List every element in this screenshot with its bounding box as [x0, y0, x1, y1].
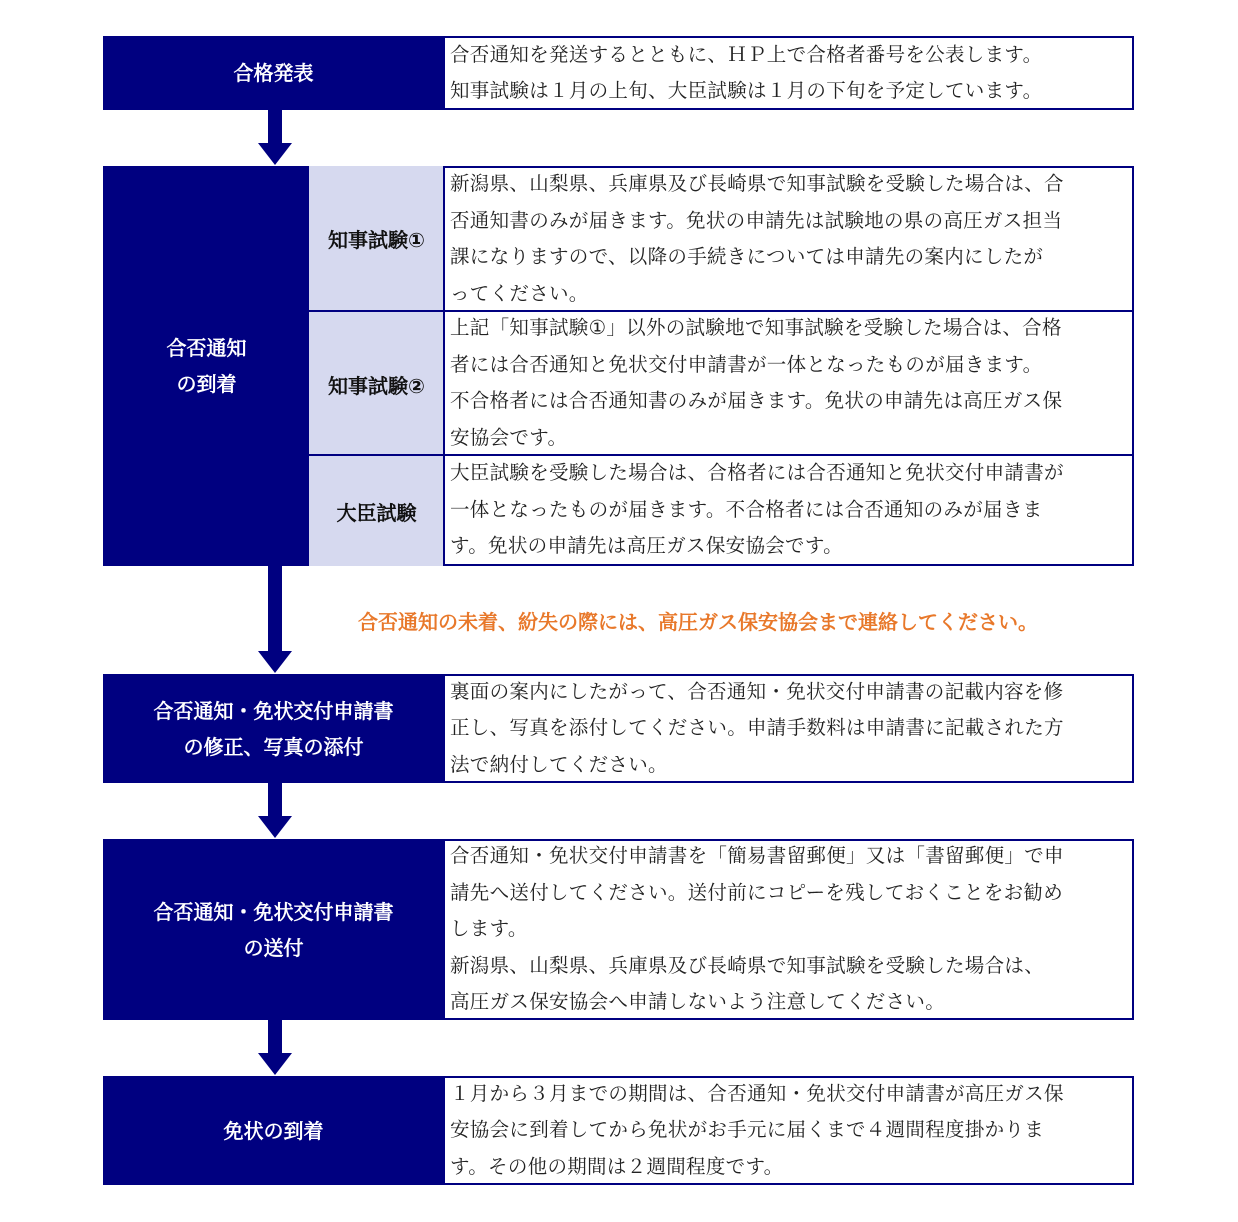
step-arrival-title: 合否通知 の到着	[166, 336, 247, 396]
step-fix-title: 合否通知・免状交付申請書 の修正、写真の添付	[153, 698, 394, 759]
flow-arrow-shaft-3	[268, 783, 282, 817]
arrival-row-2-label	[309, 310, 444, 456]
arrival-row-3-label-text: 大臣試験	[336, 500, 417, 525]
step-send-desc	[443, 839, 1134, 1020]
arrival-row-3-label	[309, 454, 444, 566]
flow-arrow-shaft-1	[268, 110, 282, 144]
arrival-row-2-desc	[443, 310, 1134, 456]
step-license-header	[103, 1076, 444, 1185]
flow-arrow-shaft-2	[268, 566, 282, 652]
step-announce-desc	[443, 36, 1134, 110]
step-fix-header	[103, 674, 444, 783]
flow-arrow-head-4	[258, 1053, 292, 1075]
step-announce-text: 合否通知を発送するとともに、ＨＰ上で合格者番号を公表します。 知事試験は１月の上旬、大臣試験は１月の下旬を予定しています。	[450, 42, 1043, 102]
arrival-row-3-text: 大臣試験を受験した場合は、合格者には合否通知と免状交付申請書が 一体となったものが届きます。不合格者には合否通知のみが届きま す。免状の申請先は高圧ガス保安協会です。	[450, 461, 1064, 558]
flow-arrow-head-3	[258, 816, 292, 838]
flow-arrow-head-2	[258, 651, 292, 673]
arrival-row-1-label	[309, 166, 444, 311]
arrival-row-2-text: 上記「知事試験①」以外の試験地で知事試験を受験した場合は、合格 者には合否通知と免状交付申請書が一体となったものが届きます。 不合格者には合否通知書のみが届きます。免状の申請先は高圧ガス保 安協会です。	[450, 316, 1063, 449]
step-send-header	[103, 839, 444, 1020]
step-fix-desc	[443, 674, 1134, 783]
arrival-row-1-label-text: 知事試験①	[328, 228, 425, 252]
lost-notice: 合否通知の未着、紛失の際には、高圧ガス保安協会まで連絡してください。	[358, 610, 1038, 634]
step-license-text: １月から３月までの期間は、合否通知・免状交付申請書が高圧ガス保 安協会に到着してから免状がお手元に届くまで４週間程度掛かりま す。その他の期間は２週間程度です。	[450, 1081, 1064, 1178]
arrival-row-3-desc	[443, 454, 1134, 566]
step-fix-text: 裏面の案内にしたがって、合否通知・免状交付申請書の記載内容を修 正し、写真を添付してください。申請手数料は申請書に記載された方 法で納付してください。	[450, 679, 1064, 776]
arrival-row-2-label-text: 知事試験②	[328, 373, 425, 398]
step-announce-header	[103, 36, 444, 110]
arrival-row-1-desc	[443, 166, 1134, 312]
step-license-desc	[443, 1076, 1134, 1185]
flow-arrow-head-1	[258, 143, 292, 165]
arrival-row-1-text: 新潟県、山梨県、兵庫県及び長崎県で知事試験を受験した場合は、合 否通知書のみが届きます。免状の申請先は試験地の県の高圧ガス担当 課になりますので、以降の手続きについては申請先の案内にしたが ってください。	[450, 172, 1064, 305]
step-send-text: 合否通知・免状交付申請書を「簡易書留郵便」又は「書留郵便」で申 請先へ送付してください。送付前にコピーを残しておくことをお勧め します。 新潟県、山梨県、兵庫県及び長崎県で知事試験を受験した場合は、 高圧ガス保安協会へ申請しないよう注意してください。	[450, 844, 1064, 1014]
step-license-title: 免状の到着	[223, 1118, 324, 1143]
step-arrival-header	[103, 166, 310, 566]
step-announce-title: 合格発表	[233, 61, 314, 85]
step-send-title: 合否通知・免状交付申請書 の送付	[153, 899, 394, 960]
flow-arrow-shaft-4	[268, 1020, 282, 1054]
